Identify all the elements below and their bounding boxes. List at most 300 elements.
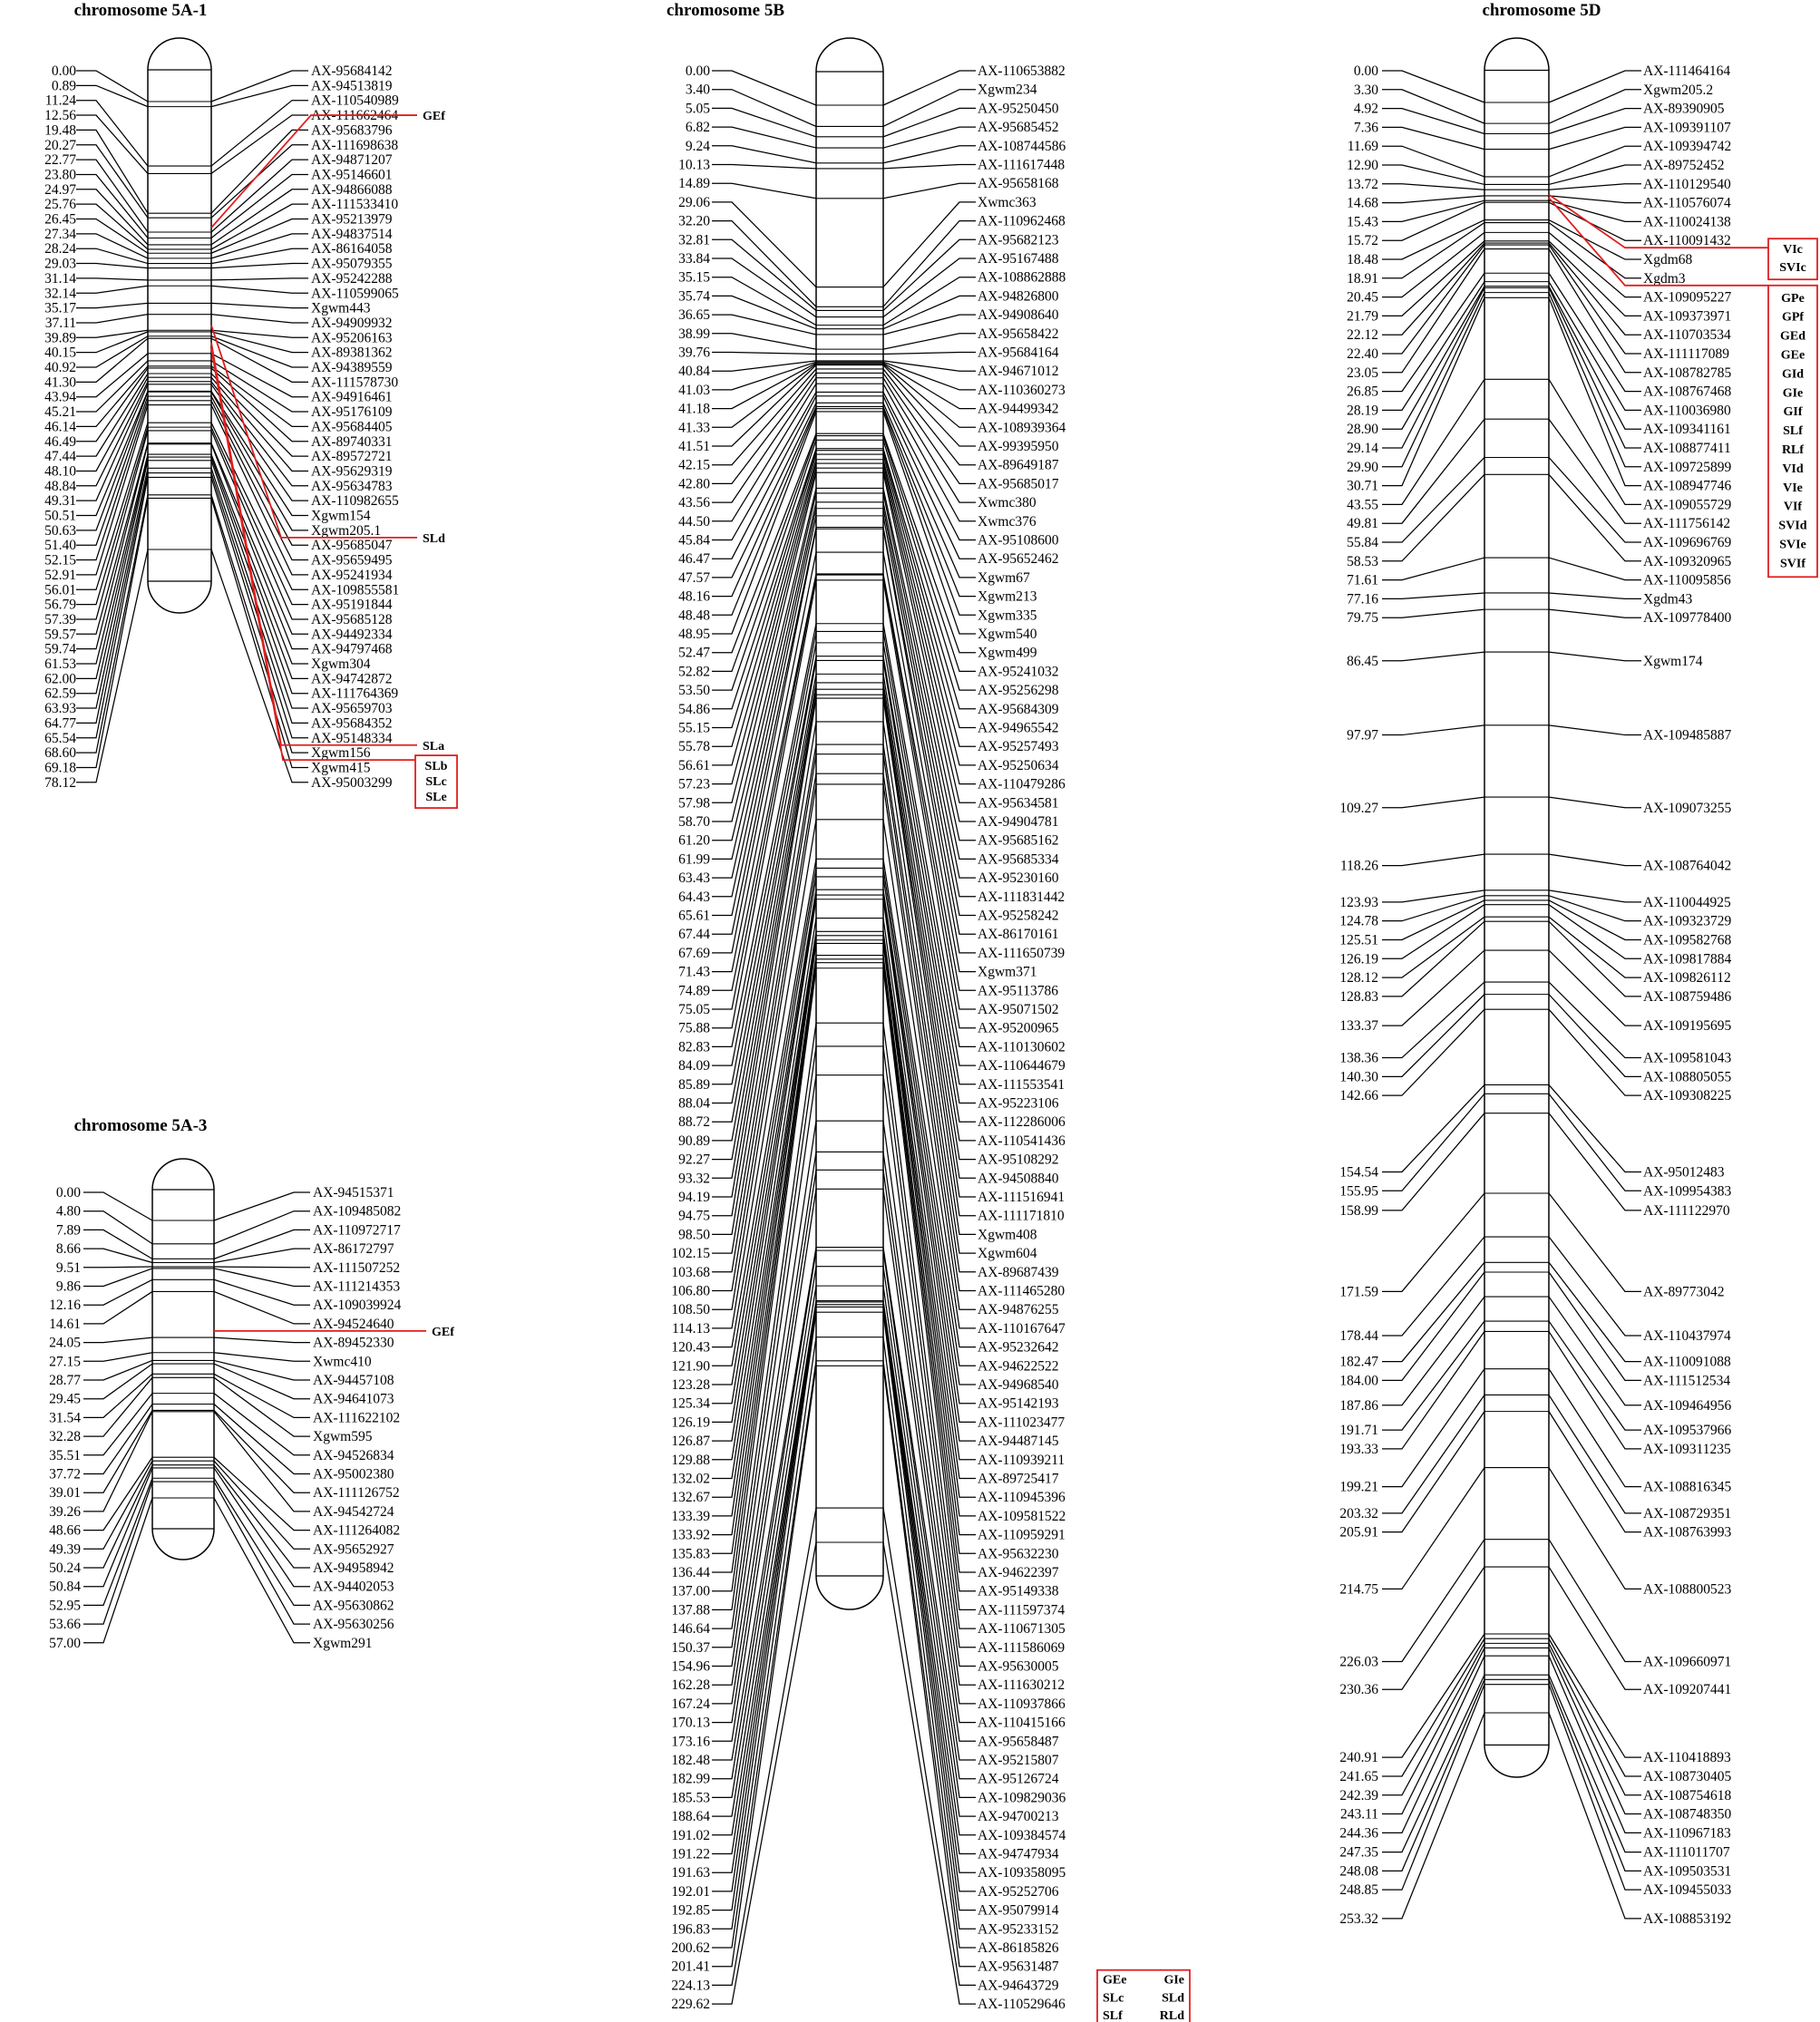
marker-name: Xgdm43 [1643, 591, 1693, 608]
marker-position: 52.15 [44, 552, 76, 569]
marker-name: AX-111756142 [1643, 516, 1731, 532]
marker-position: 133.37 [1339, 1018, 1378, 1035]
marker-position: 108.50 [671, 1302, 710, 1318]
marker-connector-left [83, 1192, 152, 1220]
marker-name: AX-95191844 [311, 597, 393, 613]
marker-name: AX-94968540 [978, 1377, 1059, 1393]
marker-position: 71.43 [678, 964, 710, 980]
marker-connector-right [883, 221, 976, 307]
marker-position: 13.72 [1347, 176, 1378, 192]
marker-connector-left [76, 374, 148, 456]
marker-name: AX-110939211 [978, 1452, 1066, 1468]
marker-position: 53.50 [678, 683, 710, 699]
marker-connector-left [1382, 896, 1484, 921]
marker-name: AX-110360273 [978, 382, 1066, 398]
qtl-label: SVIf [1779, 557, 1806, 571]
marker-position: 39.89 [44, 330, 76, 346]
marker-connector-right [211, 174, 308, 238]
marker-connector-left [76, 401, 148, 560]
marker-name: AX-95126724 [978, 1771, 1059, 1787]
marker-position: 133.92 [671, 1527, 710, 1543]
marker-connector-left [712, 108, 816, 136]
marker-connector-right [214, 1465, 310, 1568]
marker-connector-right [1549, 184, 1641, 190]
marker-name: AX-95146601 [311, 167, 393, 183]
marker-position: 49.81 [1347, 516, 1378, 532]
marker-name: AX-110167647 [978, 1320, 1066, 1337]
qtl-label: GEf [423, 110, 445, 124]
marker-position: 182.99 [671, 1771, 710, 1787]
marker-connector-right [1549, 1009, 1641, 1095]
marker-name: AX-95632230 [978, 1546, 1059, 1562]
marker-position: 38.99 [678, 326, 710, 342]
marker-name: AX-108748350 [1643, 1806, 1732, 1823]
marker-position: 52.91 [44, 567, 76, 583]
marker-position: 162.28 [671, 1677, 710, 1694]
marker-name: AX-111023477 [978, 1414, 1066, 1431]
marker-connector-left [76, 278, 148, 280]
marker-position: 49.31 [44, 493, 76, 510]
marker-position: 187.86 [1339, 1397, 1378, 1414]
marker-connector-right [211, 315, 308, 323]
marker-position: 46.49 [44, 433, 76, 450]
marker-connector-right [1549, 1713, 1641, 1919]
marker-name: AX-109373971 [1643, 308, 1732, 325]
marker-name: AX-110529646 [978, 1997, 1066, 2013]
marker-name: AX-95252706 [978, 1883, 1059, 1900]
marker-connector-right [883, 239, 976, 310]
marker-name: AX-110036980 [1643, 403, 1731, 419]
marker-name: Xgdm3 [1643, 270, 1686, 287]
marker-position: 39.76 [678, 345, 710, 361]
marker-position: 59.74 [44, 641, 76, 657]
marker-position: 21.79 [1347, 308, 1378, 325]
marker-connector-left [83, 1353, 152, 1362]
marker-position: 137.00 [671, 1583, 710, 1599]
marker-position: 97.97 [1347, 727, 1378, 744]
marker-position: 173.16 [671, 1734, 710, 1750]
marker-name: AX-109581522 [978, 1508, 1066, 1524]
marker-position: 61.53 [44, 656, 76, 672]
marker-position: 7.36 [1353, 120, 1378, 136]
marker-name: AX-108805055 [1643, 1069, 1732, 1085]
marker-name: AX-108816345 [1643, 1479, 1732, 1495]
marker-name: AX-95630005 [978, 1658, 1059, 1675]
marker-connector-right [211, 101, 308, 166]
marker-position: 241.65 [1339, 1768, 1378, 1784]
marker-position: 67.69 [678, 945, 710, 961]
marker-name: AX-109039924 [313, 1298, 402, 1314]
marker-name: AX-95682123 [978, 232, 1059, 248]
marker-name: AX-86185826 [978, 1940, 1059, 1956]
chromosome-5d-map [1339, 1, 1817, 1927]
marker-position: 20.45 [1347, 289, 1378, 306]
marker-position: 51.40 [44, 538, 76, 554]
marker-connector-right [883, 202, 976, 287]
marker-position: 56.79 [44, 597, 76, 613]
marker-position: 196.83 [671, 1921, 710, 1938]
marker-position: 191.71 [1339, 1423, 1378, 1439]
marker-connector-right [1549, 995, 1641, 1077]
marker-position: 5.05 [685, 101, 710, 117]
marker-name: AX-95241934 [311, 567, 393, 583]
marker-connector-left [76, 248, 148, 263]
marker-connector-right [883, 334, 976, 349]
marker-connector-right [1549, 1262, 1641, 1361]
marker-position: 128.83 [1339, 988, 1378, 1005]
marker-name: AX-111622102 [313, 1410, 401, 1426]
chromosome-bar [816, 38, 883, 1609]
marker-position: 32.28 [49, 1429, 81, 1445]
marker-position: 45.84 [678, 532, 710, 549]
marker-name: AX-94389559 [311, 360, 393, 375]
qtl-label: GIf [1783, 405, 1803, 420]
marker-connector-left [712, 334, 816, 349]
marker-position: 12.90 [1347, 158, 1378, 173]
qtl-label: GPe [1781, 291, 1805, 306]
marker-connector-right [1549, 1297, 1641, 1405]
marker-connector-right [214, 1404, 310, 1473]
marker-connector-right [883, 361, 976, 371]
marker-name: AX-95684142 [311, 63, 393, 79]
marker-name: Xgdm68 [1643, 252, 1693, 267]
marker-connector-right [211, 130, 308, 213]
marker-connector-left [712, 146, 816, 163]
marker-name: Xgwm291 [313, 1635, 373, 1651]
marker-connector-left [83, 1249, 152, 1262]
marker-name: AX-111264082 [313, 1522, 401, 1539]
marker-connector-right [1549, 1084, 1641, 1171]
marker-position: 43.55 [1347, 497, 1378, 513]
marker-position: 0.89 [51, 78, 76, 94]
marker-name: AX-95233152 [978, 1921, 1059, 1938]
marker-name: AX-110671305 [978, 1621, 1066, 1638]
marker-connector-left [1382, 593, 1484, 598]
marker-name: AX-110972717 [313, 1222, 401, 1239]
marker-connector-left [712, 71, 816, 105]
marker-name: AX-109394742 [1643, 139, 1732, 155]
marker-connector-right [1549, 1468, 1641, 1589]
marker-name: AX-111465280 [978, 1283, 1066, 1299]
marker-connector-left [712, 202, 816, 287]
marker-name: AX-95659703 [311, 701, 393, 717]
marker-name: AX-95213979 [311, 211, 393, 228]
marker-position: 242.39 [1339, 1787, 1378, 1803]
marker-connector-right [211, 264, 308, 268]
marker-connector-right [211, 549, 308, 783]
marker-name: AX-109464956 [1643, 1397, 1732, 1414]
marker-name: AX-112286006 [978, 1114, 1066, 1131]
marker-connector-right [883, 165, 976, 169]
marker-position: 47.57 [678, 569, 710, 586]
marker-name: AX-110982655 [311, 493, 399, 510]
marker-connector-right [1549, 917, 1641, 977]
marker-name: AX-94742872 [311, 671, 393, 687]
marker-name: AX-94916461 [311, 389, 393, 405]
marker-connector-left [1382, 1643, 1484, 1794]
marker-connector-left [712, 369, 816, 465]
marker-position: 63.43 [678, 870, 710, 887]
marker-position: 45.21 [44, 404, 76, 421]
marker-position: 14.89 [678, 176, 710, 192]
marker-name: AX-111630212 [978, 1677, 1066, 1694]
marker-position: 193.33 [1339, 1441, 1378, 1457]
marker-position: 126.19 [671, 1414, 710, 1431]
marker-name: AX-110599065 [311, 286, 399, 302]
marker-name: AX-108767468 [1643, 384, 1732, 400]
marker-position: 19.48 [44, 122, 76, 139]
marker-name: AX-108800523 [1643, 1581, 1732, 1598]
marker-name: AX-95683796 [311, 122, 393, 139]
marker-position: 36.65 [678, 307, 710, 324]
marker-connector-right [1549, 71, 1641, 102]
marker-position: 8.66 [55, 1241, 81, 1258]
marker-position: 25.76 [44, 197, 76, 213]
marker-name: AX-108729351 [1643, 1505, 1732, 1521]
marker-position: 124.78 [1339, 913, 1378, 929]
marker-position: 88.72 [678, 1114, 710, 1131]
marker-position: 58.53 [1347, 553, 1378, 569]
marker-name: AX-94965542 [978, 720, 1059, 736]
marker-position: 43.56 [678, 495, 710, 511]
marker-connector-left [83, 1337, 152, 1342]
marker-name: AX-89381362 [311, 345, 393, 361]
marker-name: AX-94542724 [313, 1503, 394, 1520]
marker-connector-left [1382, 1113, 1484, 1210]
marker-name: AX-111650739 [978, 945, 1066, 961]
marker-name: AX-110418893 [1643, 1750, 1731, 1766]
marker-connector-left [83, 1360, 152, 1380]
marker-position: 128.12 [1339, 970, 1378, 987]
marker-connector-right [1549, 1094, 1641, 1191]
marker-connector-left [76, 423, 148, 589]
marker-name: AX-94641073 [313, 1391, 394, 1407]
marker-name: AX-110130602 [978, 1039, 1066, 1055]
marker-name: AX-110967183 [1643, 1825, 1731, 1842]
marker-position: 24.97 [44, 181, 76, 198]
marker-name: AX-109503531 [1643, 1863, 1732, 1880]
marker-connector-right [1549, 196, 1641, 203]
marker-position: 86.45 [1347, 653, 1378, 669]
marker-name: AX-95079355 [311, 256, 393, 272]
marker-position: 224.13 [671, 1978, 710, 1994]
marker-connector-right [214, 1337, 310, 1342]
marker-name: Xwmc363 [978, 194, 1037, 210]
marker-connector-left [83, 1394, 152, 1455]
marker-name: AX-95176109 [311, 404, 393, 421]
marker-position: 200.62 [671, 1940, 710, 1956]
qtl-label: SLf [1103, 2008, 1123, 2022]
marker-connector-left [1382, 905, 1484, 959]
marker-position: 94.75 [678, 1208, 710, 1224]
marker-position: 67.44 [678, 927, 710, 943]
marker-name: AX-95634783 [311, 478, 393, 494]
marker-connector-right [211, 303, 308, 307]
marker-position: 56.01 [44, 582, 76, 598]
marker-name: AX-108764042 [1643, 858, 1732, 874]
qtl-label: GEe [1780, 348, 1805, 363]
marker-position: 11.69 [1347, 139, 1378, 155]
marker-connector-left [1382, 109, 1484, 134]
marker-name: AX-109391107 [1643, 120, 1731, 136]
marker-connector-right [1549, 165, 1641, 184]
marker-name: AX-111117089 [1643, 346, 1729, 362]
marker-name: AX-108763993 [1643, 1524, 1732, 1541]
marker-connector-left [76, 85, 148, 106]
marker-position: 138.36 [1339, 1050, 1378, 1066]
chromosome-title: chromosome 5A-1 [73, 1, 208, 20]
marker-name: AX-95108600 [978, 532, 1059, 549]
marker-position: 78.12 [44, 774, 76, 791]
marker-name: AX-111214353 [313, 1278, 401, 1295]
marker-position: 114.13 [671, 1320, 710, 1337]
marker-connector-right [883, 1023, 976, 1628]
marker-name: Xgwm205.1 [311, 522, 382, 539]
marker-position: 32.14 [44, 286, 76, 302]
marker-position: 32.81 [678, 232, 710, 248]
marker-position: 9.24 [685, 138, 710, 154]
marker-position: 50.24 [49, 1560, 81, 1576]
marker-name: AX-95012483 [1643, 1164, 1725, 1181]
marker-name: AX-89390905 [1643, 101, 1725, 117]
marker-position: 46.14 [44, 419, 76, 435]
marker-position: 123.28 [671, 1377, 710, 1393]
marker-position: 63.93 [44, 701, 76, 717]
marker-name: Xgwm595 [313, 1429, 373, 1445]
marker-position: 47.44 [44, 449, 76, 465]
marker-name: AX-111698638 [311, 137, 399, 153]
marker-name: AX-109358095 [978, 1865, 1066, 1881]
marker-position: 185.53 [671, 1790, 710, 1806]
marker-position: 12.16 [49, 1298, 81, 1314]
marker-connector-right [1549, 905, 1641, 959]
marker-connector-left [1382, 1009, 1484, 1095]
marker-name: Xgwm415 [311, 760, 371, 776]
marker-connector-left [76, 286, 148, 293]
marker-position: 178.44 [1339, 1327, 1378, 1344]
marker-position: 84.09 [678, 1058, 710, 1074]
marker-position: 48.10 [44, 463, 76, 480]
marker-name: Xgwm408 [978, 1227, 1037, 1243]
marker-name: Xgwm154 [311, 508, 371, 524]
marker-position: 3.30 [1353, 82, 1378, 98]
marker-name: AX-109696769 [1643, 535, 1732, 550]
marker-position: 28.90 [1347, 422, 1378, 438]
marker-name: Xgwm156 [311, 745, 371, 762]
marker-position: 28.24 [44, 241, 76, 258]
marker-position: 30.71 [1347, 478, 1378, 494]
marker-name: AX-95258242 [978, 908, 1059, 924]
marker-name: AX-108877411 [1643, 441, 1731, 456]
marker-name: AX-95003299 [311, 774, 393, 791]
marker-position: 184.00 [1339, 1373, 1378, 1389]
qtl-label: RLf [1781, 443, 1805, 457]
marker-connector-left [1382, 1634, 1484, 1757]
marker-connector-left [1382, 1262, 1484, 1361]
marker-position: 98.50 [678, 1227, 710, 1243]
marker-name: AX-94487145 [978, 1434, 1059, 1450]
marker-name: Xwmc380 [978, 495, 1037, 511]
marker-position: 64.77 [44, 715, 76, 732]
marker-position: 42.80 [678, 476, 710, 492]
marker-name: AX-94958942 [313, 1560, 394, 1576]
marker-connector-left [712, 315, 816, 335]
marker-name: AX-95223106 [978, 1095, 1059, 1112]
marker-name: AX-111553541 [978, 1076, 1066, 1093]
marker-position: 9.51 [55, 1259, 81, 1276]
marker-position: 125.51 [1339, 932, 1378, 948]
marker-position: 88.04 [678, 1095, 710, 1112]
marker-name: AX-89752452 [1643, 158, 1725, 173]
marker-position: 10.13 [678, 157, 710, 173]
marker-position: 40.84 [678, 364, 710, 380]
marker-name: AX-95630862 [313, 1598, 394, 1614]
qtl-label: VIe [1783, 481, 1803, 495]
marker-position: 109.27 [1339, 800, 1378, 816]
marker-position: 48.16 [678, 588, 710, 605]
marker-position: 0.00 [685, 63, 710, 79]
marker-position: 150.37 [671, 1639, 710, 1656]
marker-name: AX-111831442 [978, 889, 1066, 905]
marker-connector-left [1382, 982, 1484, 1058]
marker-position: 57.23 [678, 776, 710, 792]
marker-position: 62.59 [44, 685, 76, 702]
marker-position: 28.19 [1347, 403, 1378, 419]
marker-name: AX-95113786 [978, 983, 1058, 999]
marker-connector-left [76, 264, 148, 268]
qtl-label: SLd [1162, 1991, 1184, 2006]
marker-name: AX-89649187 [978, 457, 1059, 473]
marker-position: 23.05 [1347, 365, 1378, 381]
marker-name: AX-108744586 [978, 138, 1066, 154]
marker-connector-right [1549, 1193, 1641, 1291]
marker-position: 27.15 [49, 1354, 81, 1370]
marker-connector-right [1549, 1656, 1641, 1832]
marker-position: 253.32 [1339, 1910, 1378, 1927]
marker-name: AX-108754618 [1643, 1787, 1732, 1803]
marker-connector-left [712, 296, 816, 328]
marker-name: AX-110540989 [311, 92, 399, 109]
marker-name: AX-111764369 [311, 685, 399, 702]
marker-connector-left [83, 1291, 152, 1323]
marker-position: 23.80 [44, 167, 76, 183]
marker-position: 46.47 [678, 551, 710, 568]
marker-position: 129.88 [671, 1452, 710, 1468]
marker-connector-left [1382, 1395, 1484, 1512]
marker-position: 191.63 [671, 1865, 710, 1881]
marker-connector-left [1382, 184, 1484, 190]
marker-connector-left [1382, 1237, 1484, 1336]
marker-name: AX-94908640 [978, 307, 1059, 324]
marker-connector-right [211, 278, 308, 280]
marker-connector-right [214, 1353, 310, 1362]
marker-connector-right [214, 1192, 310, 1220]
marker-connector-right [1549, 900, 1641, 940]
marker-connector-left [83, 1412, 152, 1512]
marker-connector-right [214, 1412, 310, 1512]
marker-position: 26.45 [44, 211, 76, 228]
marker-name: AX-94526834 [313, 1447, 394, 1463]
marker-position: 240.91 [1339, 1750, 1378, 1766]
marker-name: AX-109195695 [1643, 1018, 1732, 1035]
marker-connector-right [1549, 725, 1641, 735]
marker-position: 62.00 [44, 671, 76, 687]
marker-connector-right [214, 1457, 310, 1530]
marker-position: 41.30 [44, 374, 76, 391]
marker-connector-left [1382, 474, 1484, 560]
marker-name: AX-95079914 [978, 1902, 1059, 1919]
marker-position: 50.51 [44, 508, 76, 524]
